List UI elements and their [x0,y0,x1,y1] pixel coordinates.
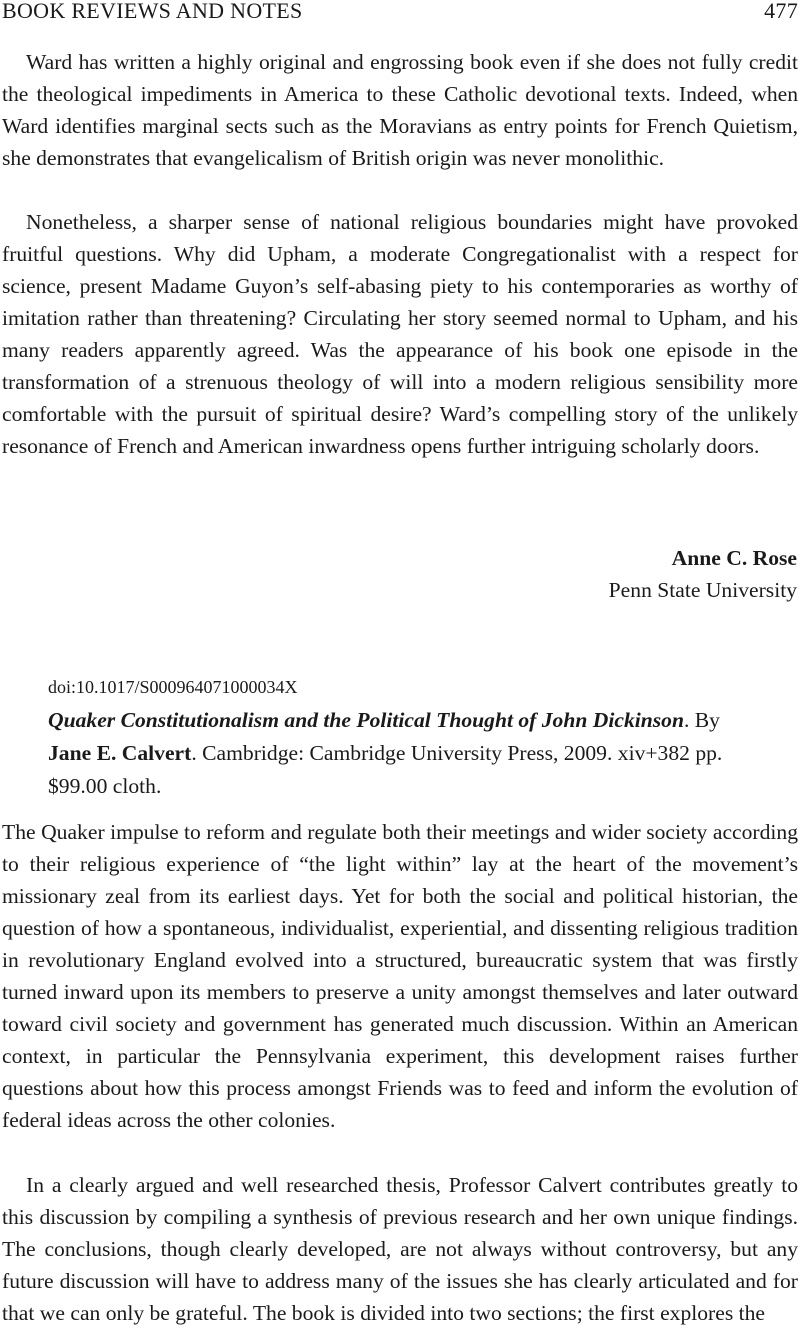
doi-link[interactable]: doi:10.1017/S000964071000034X [48,677,298,697]
review2-paragraph-1: The Quaker impulse to reform and regulate both their meetings and wider society according to their religious experience of “the light within” lay at the heart of the movement’s missionary zeal from its earliest days. Yet for both the social and political historian, the question of how a spontaneous, individualist, experiential, and dissenting religious tradition in revolutionary England evolved into a structured, bureaucratic system that was firstly turned inward upon its members to preserve a unity amongst themselves and later outward toward civil society and government has generated much discussion. Within an American context, in particular the Pennsylvania experiment, this development raises further questions about how this process amongst Friends was to feed and inform the evolution of federal ideas across the other colonies. [2,820,798,1132]
book-title: Quaker Constitutionalism and the Political Thought of John Dickinson [48,708,684,732]
reviewer-signature [609,542,797,606]
review2-paragraph-2: In a clearly argued and well researched thesis, Professor Calvert contributes greatly to this discussion by compiling a synthesis of previous research and her own unique findings. The conclusions, though clearly developed, are not always without controversy, but any future discussion will have to address many of the issues she has clearly articulated and for that we can only be grateful. The book is divided into two sections; the first explores the [2,1173,798,1325]
by-text: . By [683,708,720,732]
reviewer-name: Anne C. Rose [671,546,797,570]
running-head [2,0,798,26]
reviewer-affiliation: Penn State University [608,578,797,602]
book-citation [48,704,768,803]
section-title: BOOK REVIEWS AND NOTES [2,0,303,23]
book-author: Jane E. Calvert [48,741,192,765]
publication-info: . Cambridge: Cambridge University Press, 2009. xiv+382 pp. $99.00 cloth. [48,741,723,798]
review1-paragraph-2: Nonetheless, a sharper sense of national religious boundaries might have provoked fruitful questions. Why did Upham, a moderate Congregationalist with a respect for science, present Madame Guyon’s self-abasing piety to his contemporaries as worthy of imitation rather than threatening? Circulating her story seemed normal to Upham, and his many readers apparently agreed. Was the appearance of his book one episode in the transformation of a strenuous theology of will into a modern religious sensibility more comfortable with the pursuit of spiritual desire? Ward’s compelling story of the unlikely resonance of French and American inwardness opens further intriguing scholarly doors. [2,210,798,458]
page-number: 477 [764,0,798,23]
review1-paragraph-1: Ward has written a highly original and engrossing book even if she does not fully credit the theological impediments in America to these Catholic devotional texts. Indeed, when Ward identifies marginal sects such as the Moravians as entry points for French Quietism, she demonstrates that evangelicalism of British origin was never monolithic. [2,50,798,170]
